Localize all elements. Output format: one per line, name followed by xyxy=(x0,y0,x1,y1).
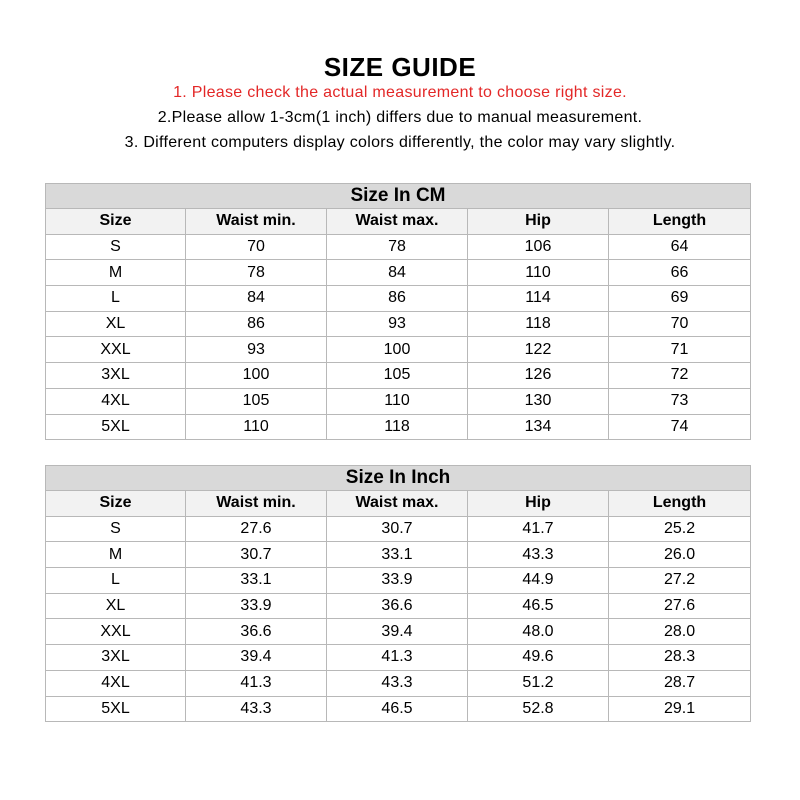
size-label-cell: S xyxy=(46,516,186,542)
measurement-cell: 33.9 xyxy=(327,568,468,594)
size-label-cell: S xyxy=(46,234,186,260)
table-caption: Size In Inch xyxy=(46,466,751,491)
measurement-cell: 49.6 xyxy=(468,645,609,671)
size-label-cell: L xyxy=(46,286,186,312)
table-row xyxy=(46,388,751,414)
table-caption: Size In CM xyxy=(46,184,751,209)
column-header: Waist max. xyxy=(327,209,468,235)
measurement-cell: 122 xyxy=(468,337,609,363)
size-label-cell: 4XL xyxy=(46,388,186,414)
measurement-cell: 51.2 xyxy=(468,670,609,696)
table-row xyxy=(46,542,751,568)
column-header: Waist min. xyxy=(186,491,327,517)
measurement-cell: 110 xyxy=(468,260,609,286)
measurement-cell: 44.9 xyxy=(468,568,609,594)
measurement-cell: 27.2 xyxy=(609,568,751,594)
table-row xyxy=(46,286,751,312)
measurement-cell: 25.2 xyxy=(609,516,751,542)
table-row xyxy=(46,414,751,440)
measurement-cell: 33.1 xyxy=(327,542,468,568)
measurement-cell: 43.3 xyxy=(468,542,609,568)
measurement-cell: 41.3 xyxy=(327,645,468,671)
size-label-cell: 4XL xyxy=(46,670,186,696)
size-label-cell: XL xyxy=(46,593,186,619)
measurement-cell: 39.4 xyxy=(327,619,468,645)
measurement-cell: 28.3 xyxy=(609,645,751,671)
measurement-cell: 70 xyxy=(609,311,751,337)
measurement-cell: 33.9 xyxy=(186,593,327,619)
measurement-cell: 29.1 xyxy=(609,696,751,722)
size-label-cell: 3XL xyxy=(46,363,186,389)
measurement-cell: 93 xyxy=(327,311,468,337)
measurement-cell: 43.3 xyxy=(327,670,468,696)
size-label-cell: XXL xyxy=(46,337,186,363)
size-table-inch xyxy=(45,465,751,722)
table-row xyxy=(46,234,751,260)
column-header: Hip xyxy=(468,491,609,517)
measurement-cell: 27.6 xyxy=(186,516,327,542)
measurement-cell: 36.6 xyxy=(327,593,468,619)
measurement-cell: 86 xyxy=(186,311,327,337)
measurement-cell: 118 xyxy=(327,414,468,440)
measurement-cell: 110 xyxy=(327,388,468,414)
measurement-cell: 43.3 xyxy=(186,696,327,722)
measurement-cell: 27.6 xyxy=(609,593,751,619)
table-row xyxy=(46,619,751,645)
column-header: Length xyxy=(609,491,751,517)
measurement-cell: 69 xyxy=(609,286,751,312)
measurement-cell: 118 xyxy=(468,311,609,337)
size-table-cm xyxy=(45,183,751,440)
column-header: Hip xyxy=(468,209,609,235)
measurement-cell: 28.7 xyxy=(609,670,751,696)
measurement-cell: 41.7 xyxy=(468,516,609,542)
measurement-cell: 126 xyxy=(468,363,609,389)
size-label-cell: L xyxy=(46,568,186,594)
measurement-cell: 105 xyxy=(186,388,327,414)
measurement-cell: 105 xyxy=(327,363,468,389)
measurement-cell: 100 xyxy=(186,363,327,389)
note-check-measurement: 1. Please check the actual measurement to choose right size. xyxy=(173,84,627,101)
measurement-cell: 66 xyxy=(609,260,751,286)
size-label-cell: XXL xyxy=(46,619,186,645)
table-row xyxy=(46,670,751,696)
size-label-cell: XL xyxy=(46,311,186,337)
column-header: Length xyxy=(609,209,751,235)
measurement-cell: 130 xyxy=(468,388,609,414)
column-header: Size xyxy=(46,209,186,235)
measurement-cell: 36.6 xyxy=(186,619,327,645)
measurement-cell: 72 xyxy=(609,363,751,389)
table-row xyxy=(46,593,751,619)
table-row xyxy=(46,337,751,363)
measurement-cell: 86 xyxy=(327,286,468,312)
measurement-cell: 93 xyxy=(186,337,327,363)
measurement-cell: 74 xyxy=(609,414,751,440)
table-row xyxy=(46,568,751,594)
table-row xyxy=(46,363,751,389)
measurement-cell: 70 xyxy=(186,234,327,260)
measurement-cell: 106 xyxy=(468,234,609,260)
measurement-cell: 46.5 xyxy=(468,593,609,619)
column-header: Size xyxy=(46,491,186,517)
size-label-cell: 5XL xyxy=(46,696,186,722)
measurement-cell: 26.0 xyxy=(609,542,751,568)
size-label-cell: M xyxy=(46,542,186,568)
measurement-cell: 39.4 xyxy=(186,645,327,671)
table-row xyxy=(46,260,751,286)
measurement-cell: 73 xyxy=(609,388,751,414)
table-row xyxy=(46,696,751,722)
measurement-cell: 48.0 xyxy=(468,619,609,645)
column-header: Waist min. xyxy=(186,209,327,235)
measurement-cell: 33.1 xyxy=(186,568,327,594)
measurement-cell: 28.0 xyxy=(609,619,751,645)
page-title: SIZE GUIDE xyxy=(323,52,477,82)
measurement-cell: 84 xyxy=(327,260,468,286)
size-label-cell: 3XL xyxy=(46,645,186,671)
measurement-cell: 78 xyxy=(186,260,327,286)
measurement-cell: 30.7 xyxy=(327,516,468,542)
measurement-cell: 71 xyxy=(609,337,751,363)
measurement-cell: 100 xyxy=(327,337,468,363)
size-label-cell: 5XL xyxy=(46,414,186,440)
measurement-cell: 134 xyxy=(468,414,609,440)
size-label-cell: M xyxy=(46,260,186,286)
table-row xyxy=(46,645,751,671)
note-color-variation: 3. Different computers display colors differently, the color may vary slightly. xyxy=(124,134,676,151)
table-header-row xyxy=(46,209,751,235)
measurement-cell: 84 xyxy=(186,286,327,312)
measurement-cell: 114 xyxy=(468,286,609,312)
table-header-row xyxy=(46,491,751,517)
note-manual-measurement: 2.Please allow 1-3cm(1 inch) differs due to manual measurement. xyxy=(157,109,643,126)
table-row xyxy=(46,311,751,337)
measurement-cell: 78 xyxy=(327,234,468,260)
table-row xyxy=(46,516,751,542)
measurement-cell: 30.7 xyxy=(186,542,327,568)
measurement-cell: 52.8 xyxy=(468,696,609,722)
measurement-cell: 46.5 xyxy=(327,696,468,722)
measurement-cell: 110 xyxy=(186,414,327,440)
measurement-cell: 41.3 xyxy=(186,670,327,696)
measurement-cell: 64 xyxy=(609,234,751,260)
column-header: Waist max. xyxy=(327,491,468,517)
